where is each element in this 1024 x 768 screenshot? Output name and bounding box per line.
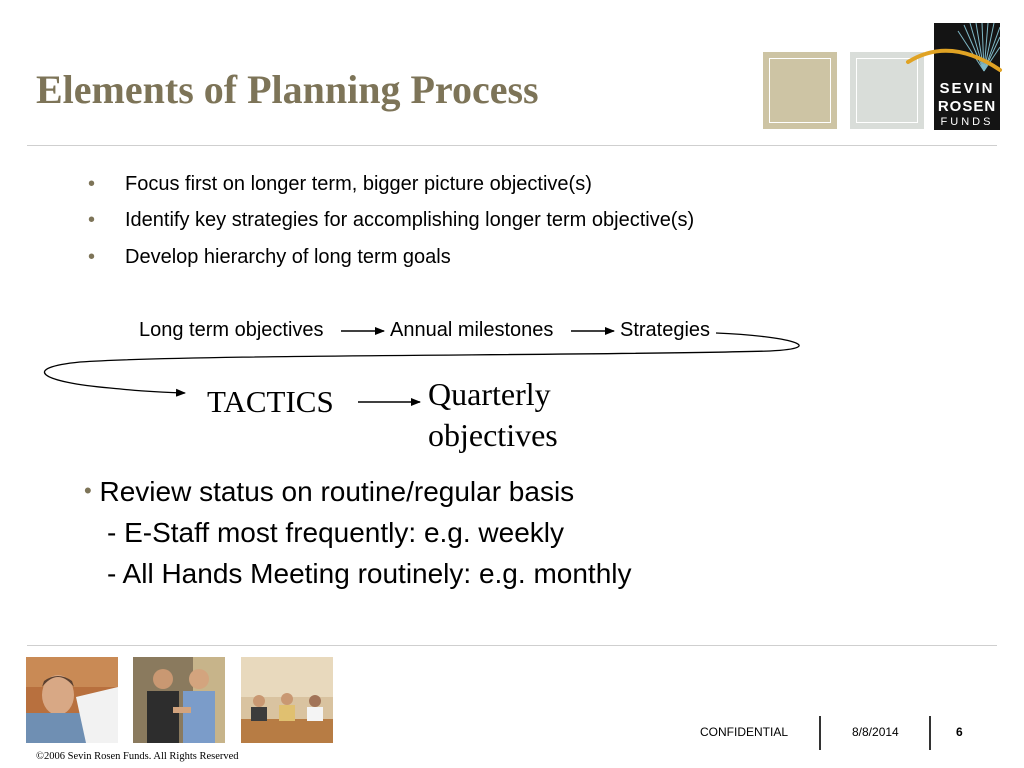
footer-photo-businessman <box>26 657 118 743</box>
footer-photo-handshake <box>133 657 225 743</box>
flow-quarterly-line1: Quarterly <box>428 376 551 412</box>
arrow-strategies-to-tactics <box>44 333 799 393</box>
bullet-glyph: • <box>88 209 96 231</box>
bullet-text: Identify key strategies for accomplishing longer term objective(s) <box>125 209 695 231</box>
bullet-text: Focus first on longer term, bigger picture objective(s) <box>125 173 592 195</box>
footer-separator <box>929 716 931 750</box>
review-line3: - All Hands Meeting routinely: e.g. monthly <box>107 558 632 589</box>
footer-page-number: 6 <box>956 725 963 739</box>
footer-divider <box>27 645 997 646</box>
logo-line-funds: FUNDS <box>940 116 994 128</box>
logo-line-rosen: ROSEN <box>937 98 997 115</box>
review-line2: - E-Staff most frequently: e.g. weekly <box>107 517 565 548</box>
footer-separator <box>819 716 821 750</box>
review-line1: Review status on routine/regular basis <box>99 476 575 507</box>
flow-quarterly-line2: objectives <box>428 417 558 453</box>
flow-long-term-objectives: Long term objectives <box>139 319 324 341</box>
flow-annual-milestones: Annual milestones <box>390 319 554 341</box>
footer-photo-meeting <box>241 657 333 743</box>
bullet-glyph: • <box>84 478 92 503</box>
footer-confidential: CONFIDENTIAL <box>700 725 789 739</box>
flow-tactics: TACTICS <box>207 384 334 419</box>
footer-copyright: ©2006 Sevin Rosen Funds. All Rights Reserved <box>36 751 239 762</box>
bullet-text: Develop hierarchy of long term goals <box>125 246 451 268</box>
slide-title: Elements of Planning Process <box>36 67 539 112</box>
logo-line-sevin: SEVIN <box>939 80 995 97</box>
flow-strategies: Strategies <box>620 319 711 341</box>
review-heading <box>84 476 574 508</box>
bullet-glyph: • <box>88 173 96 195</box>
bullet-glyph: • <box>88 246 96 268</box>
footer-date: 8/8/2014 <box>852 725 899 739</box>
